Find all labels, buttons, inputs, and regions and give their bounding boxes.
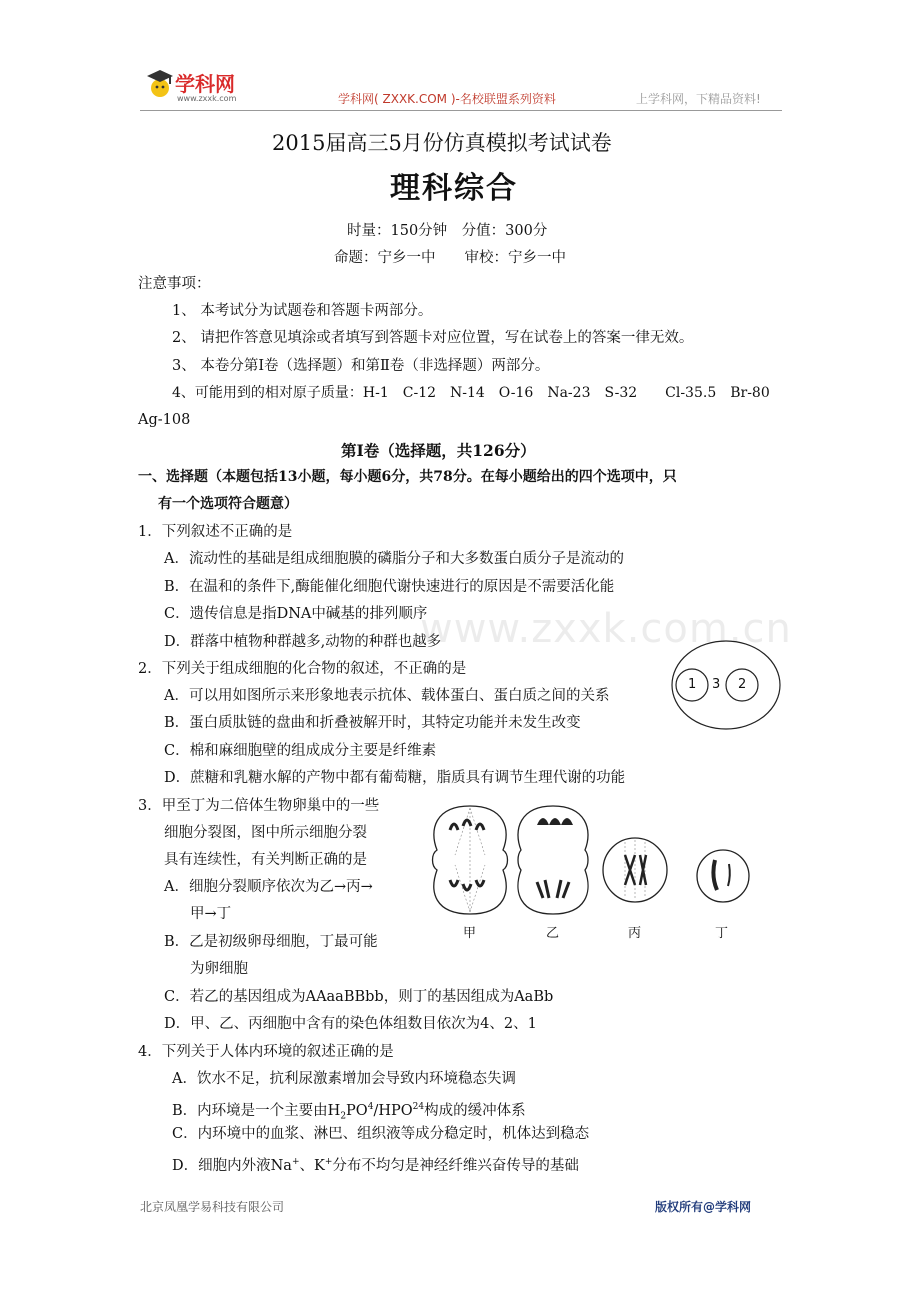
q2-option-d: D．蔗糖和乳糖水解的产物中都有葡萄糖，脂质具有调节生理代谢的功能	[164, 770, 626, 786]
venn-label-2: 2	[738, 677, 747, 692]
venn-label-3: 3	[712, 677, 721, 692]
q3-stem-2: 细胞分裂图，图中所示细胞分裂	[164, 825, 367, 841]
q3-option-a-cont: 甲→丁	[190, 906, 232, 922]
q3-stem-3: 具有连续性，有关判断正确的是	[164, 852, 367, 868]
header-right-text: 上学科网，下精品资料!	[636, 92, 761, 106]
q2-stem: 2．下列关于组成细胞的化合物的叙述，不正确的是	[138, 661, 467, 677]
header-center-text[interactable]: 学科网( ZXXK.COM )-名校联盟系列资料	[338, 92, 556, 106]
header-divider	[140, 110, 782, 111]
q1-option-d: D．群落中植物种群越多,动物的种群也越多	[164, 634, 442, 650]
q3-option-b-cont: 为卵细胞	[190, 961, 248, 977]
q3-option-a: A．细胞分裂顺序依次为乙→丙→	[164, 879, 373, 895]
exam-title: 2015届高三5月份仿真模拟考试试卷	[272, 131, 612, 155]
q2-option-b: B．蛋白质肽链的盘曲和折叠被解开时，其特定功能并未发生改变	[164, 715, 581, 731]
part1-instructions: 一、选择题（本题包括13小题，每小题6分，共78分。在每小题给出的四个选项中，只	[138, 469, 677, 485]
q4-b-post: 构成的缓冲体系	[424, 1102, 526, 1119]
q3-stem-1: 3．甲至丁为二倍体生物卵巢中的一些	[138, 798, 380, 814]
q4-option-d	[172, 1152, 579, 1176]
q3-option-b: B．乙是初级卵母细胞，丁最可能	[164, 934, 378, 950]
logo-url: www.zxxk.com	[177, 94, 237, 103]
q4-d-sup1: +	[291, 1157, 300, 1167]
watermark: www.zxxk.com.cn	[420, 606, 792, 652]
q1-stem: 1．下列叙述不正确的是	[138, 524, 293, 540]
footer-company: 北京凤凰学易科技有限公司	[140, 1200, 285, 1214]
cell-label-ding: 丁	[715, 926, 729, 941]
q1-option-b: B．在温和的条件下,酶能催化细胞代谢快速进行的原因是不需要活化能	[164, 579, 615, 595]
q4-b-mid: PO	[346, 1102, 368, 1119]
exam-time-score: 时量：150分钟 分值：300分	[347, 223, 548, 239]
q4-option-a: A．饮水不足，抗利尿激素增加会导致内环境稳态失调	[172, 1071, 516, 1087]
venn-label-1: 1	[688, 677, 697, 692]
q1-option-a: A．流动性的基础是组成细胞膜的磷脂分子和大多数蛋白质分子是流动的	[164, 551, 624, 567]
q3-option-c: C．若乙的基因组成为AAaaBBbb，则丁的基因组成为AaBb	[164, 989, 554, 1005]
exam-subject: 理科综合	[390, 171, 518, 206]
q4-d-mid: 、K	[299, 1157, 325, 1174]
q4-d-pre: D．细胞内外液Na	[172, 1157, 292, 1174]
note-item-1: 1、 本考试分为试题卷和答题卡两部分。	[172, 303, 433, 319]
exam-authors: 命题：宁乡一中 审校：宁乡一中	[334, 250, 566, 266]
q4-option-c: C．内环境中的血浆、淋巴、组织液等成分稳定时，机体达到稳态	[172, 1126, 590, 1142]
cell-label-yi: 乙	[546, 926, 560, 941]
note-item-3: 3、 本卷分第Ⅰ卷（选择题）和第Ⅱ卷（非选择题）两部分。	[172, 358, 550, 374]
q4-stem: 4．下列关于人体内环境的叙述正确的是	[138, 1044, 394, 1060]
q4-b-sub1: 2	[340, 1111, 347, 1122]
q3-option-d: D．甲、乙、丙细胞中含有的染色体组数目依次为4、2、1	[164, 1016, 537, 1032]
note-item-4: 4、可能用到的相对原子质量：H-1 C-12 N-14 O-16 Na-23 S-32 Cl-35.5 Br-80	[172, 385, 770, 401]
q2-option-c: C．棉和麻细胞壁的组成成分主要是纤维素	[164, 743, 437, 759]
part1-instructions-cont: 有一个选项符合题意）	[158, 496, 298, 512]
venn-svg	[670, 639, 782, 731]
cell-label-jia: 甲	[463, 926, 477, 941]
cell-division-svg	[425, 800, 765, 920]
logo-text: 学科网	[175, 72, 235, 96]
q4-b-mid2: /HPO	[373, 1102, 413, 1119]
q3-cell-diagrams	[425, 800, 765, 945]
q4-d-sup2: +	[324, 1157, 333, 1167]
note-item-4-cont: Ag-108	[138, 412, 191, 428]
q4-b-sup1: 4	[367, 1102, 374, 1112]
section-title: 第Ⅰ卷（选择题，共126分）	[341, 441, 536, 460]
logo-icon	[145, 66, 175, 102]
q1-option-c: C．遗传信息是指DNA中碱基的排列顺序	[164, 606, 428, 622]
q4-d-post: 分布不均匀是神经纤维兴奋传导的基础	[332, 1157, 579, 1174]
notes-heading: 注意事项：	[138, 276, 211, 292]
q4-option-b	[172, 1097, 526, 1127]
q2-venn-diagram	[670, 639, 782, 731]
q4-b-pre: B．内环境是一个主要由H	[172, 1102, 341, 1119]
note-item-2: 2、 请把作答意见填涂或者填写到答题卡对应位置，写在试卷上的答案一律无效。	[172, 330, 694, 346]
q4-b-sup2: 24	[412, 1102, 425, 1112]
footer-copyright[interactable]: 版权所有@学科网	[655, 1200, 752, 1214]
q2-option-a: A．可以用如图所示来形象地表示抗体、载体蛋白、蛋白质之间的关系	[164, 688, 610, 704]
cell-label-bing: 丙	[628, 926, 642, 941]
logo	[145, 66, 255, 106]
